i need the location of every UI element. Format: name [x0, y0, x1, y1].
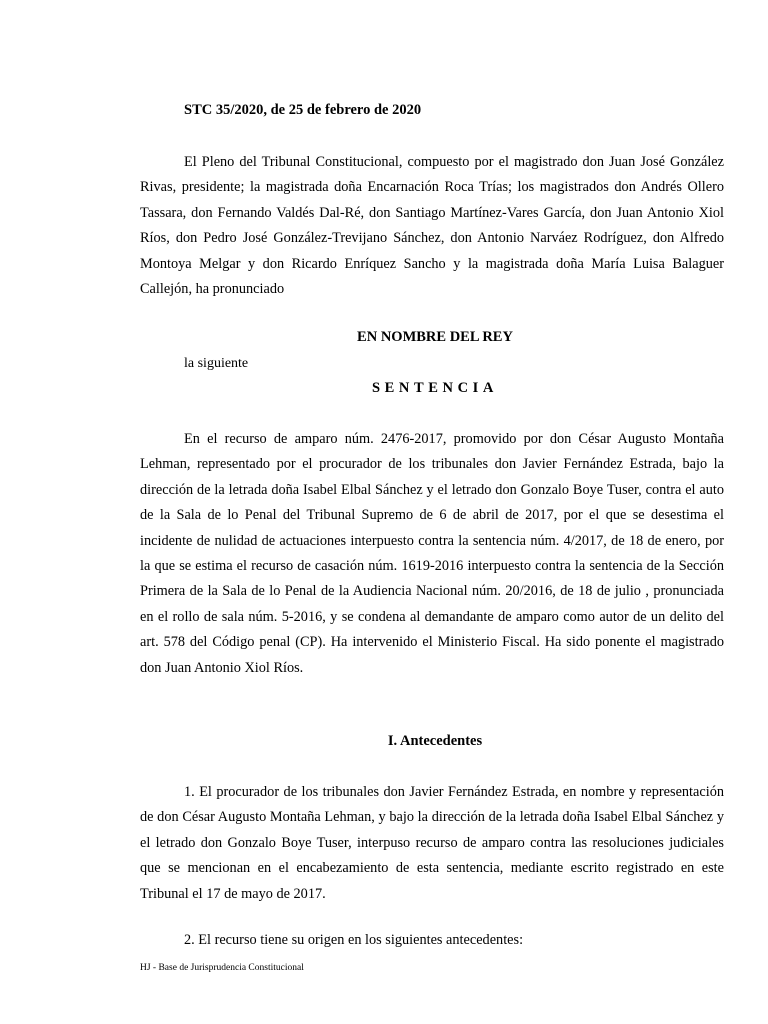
antecedente-1-paragraph: 1. El procurador de los tribunales don Javier Fernández Estrada, en nombre y representación de don César Augusto Montaña Lehman, y bajo la dirección de la letrada doña Isabel Elbal Sánchez y el letrado don Gonzalo Boye Tuser, interpuso recurso de amparo contra las resoluciones judiciales que se mencionan en el encabezamiento de esta sentencia, mediante escrito registrado en este Tribunal el 17 de mayo de 2017. [140, 784, 724, 902]
en-nombre-heading: EN NOMBRE DEL REY [357, 329, 513, 345]
recurso-paragraph: En el recurso de amparo núm. 2476-2017, promovido por don César Augusto Montaña Lehman, representado por el procurador de los tribunales don Javier Fernández Estrada, bajo la dirección de la letrada doña Isabel Elbal Sánchez y el letrado don Gonzalo Boye Tuser, contra el auto de la Sala de lo Penal del Tribunal Supremo de 6 de abril de 2017, por el que se desestima el incidente de nulidad de actuaciones interpuesto contra la sentencia núm. 4/2017, de 18 de enero, por la que se estima el recurso de casación núm. 1619-2016 interpuesto contra la sentencia de la Sección Primera de la Sala de lo Penal de la Audiencia Nacional núm. 20/2016, de 18 de julio , pronunciada en el rollo de sala núm. 5-2016, y se condena al demandante de amparo como autor de un delito del art. 578 del Código penal (CP). Ha intervenido el Ministerio Fiscal. Ha sido ponente el magistrado don Juan Antonio Xiol Ríos. [140, 431, 724, 676]
intro-paragraph: El Pleno del Tribunal Constitucional, compuesto por el magistrado don Juan José González Rivas, presidente; la magistrada doña Encarnación Roca Trías; los magistrados don Andrés Ollero Tassara, don Fernando Valdés Dal-Ré, don Santiago Martínez-Vares García, don Juan Antonio Xiol Ríos, don Pedro José González-Trevijano Sánchez, don Antonio Narváez Rodríguez, don Alfredo Montoya Melgar y don Ricardo Enríquez Sancho y la magistrada doña María Luisa Balaguer Callejón, ha pronunciado [140, 154, 724, 298]
antecedente-2-paragraph: 2. El recurso tiene su origen en los siguientes antecedentes: [184, 932, 524, 948]
antecedentes-heading: I. Antecedentes [387, 733, 483, 749]
document-title: STC 35/2020, de 25 de febrero de 2020 [184, 102, 422, 118]
page-footer: HJ - Base de Jurisprudencia Constitucional [140, 963, 304, 973]
sentencia-heading: SENTENCIA [371, 380, 498, 396]
la-siguiente-text: la siguiente [184, 356, 249, 371]
